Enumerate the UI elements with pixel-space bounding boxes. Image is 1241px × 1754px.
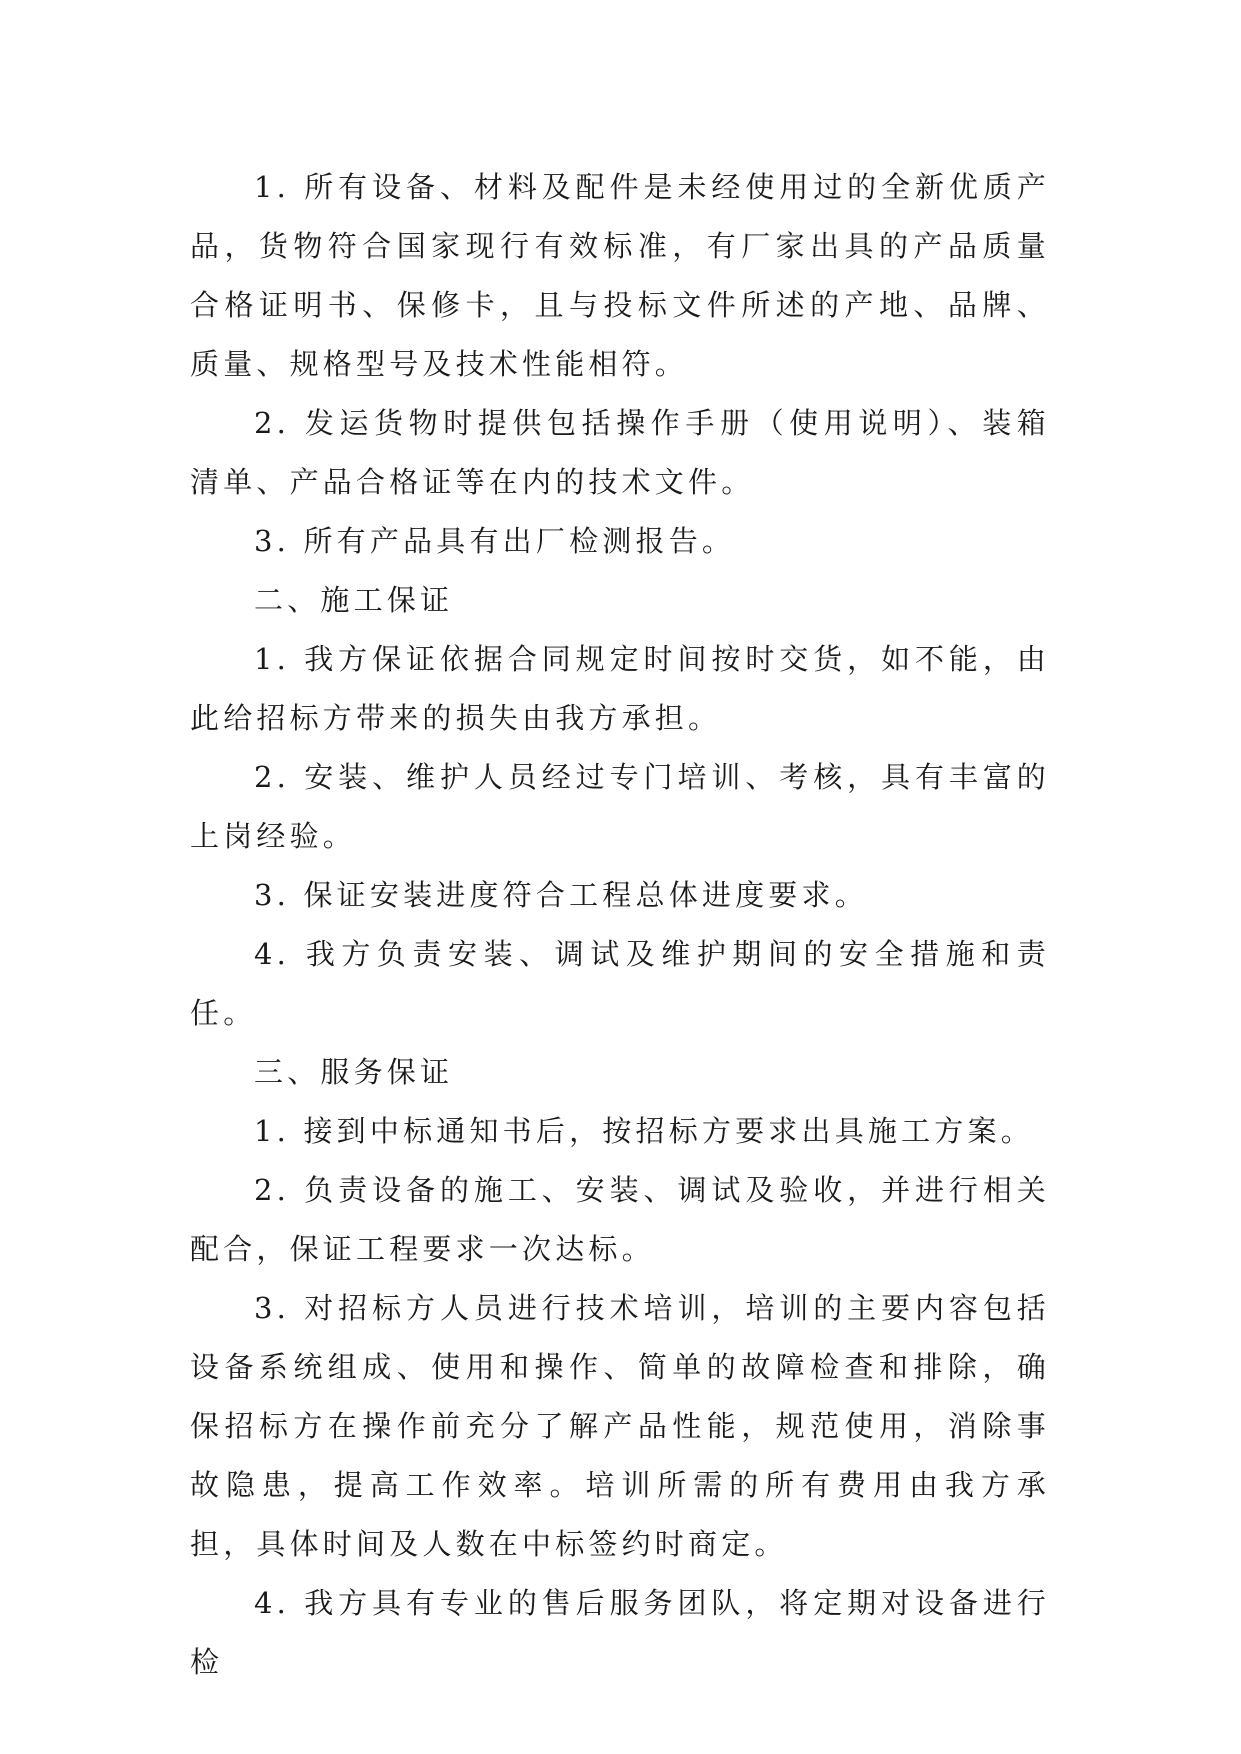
section-heading-construction: 二、施工保证 — [254, 583, 454, 617]
paragraph-product-quality: 1. 所有设备、材料及配件是未经使用过的全新优质产品，货物符合国家现行有效标准，有厂家出具的产品质量合格证明书、保修卡，且与投标文件所述的产地、品牌、质量、规格型号及技术性能相符。 — [190, 170, 1050, 381]
document-body — [190, 158, 1050, 1692]
paragraph-safety: 4. 我方负责安装、调试及维护期间的安全措施和责任。 — [190, 937, 1050, 1030]
paragraph-test-report: 3. 所有产品具有出厂检测报告。 — [254, 524, 736, 558]
paragraph-acceptance: 2. 负责设备的施工、安装、调试及验收，并进行相关配合，保证工程要求一次达标。 — [190, 1173, 1050, 1266]
paragraph-delivery: 1. 我方保证依据合同规定时间按时交货，如不能，由此给招标方带来的损失由我方承担。 — [190, 642, 1050, 735]
section-heading-service: 三、服务保证 — [254, 1055, 454, 1089]
paragraph-after-sales: 4. 我方具有专业的售后服务团队，将定期对设备进行检 — [190, 1586, 1050, 1679]
paragraph-staff-training: 2. 安装、维护人员经过专门培训、考核，具有丰富的上岗经验。 — [190, 760, 1050, 853]
paragraph-shipping-documents: 2. 发运货物时提供包括操作手册（使用说明）、装箱清单、产品合格证等在内的技术文件。 — [190, 406, 1050, 499]
paragraph-construction-plan: 1. 接到中标通知书后，按招标方要求出具施工方案。 — [254, 1114, 1034, 1148]
paragraph-technical-training: 3. 对招标方人员进行技术培训，培训的主要内容包括设备系统组成、使用和操作、简单的故障检查和排除，确保招标方在操作前充分了解产品性能，规范使用，消除事故隐患，提高工作效率。培训所需的所有费用由我方承担，具体时间及人数在中标签约时商定。 — [190, 1291, 1050, 1561]
paragraph-installation-progress: 3. 保证安装进度符合工程总体进度要求。 — [254, 878, 868, 912]
